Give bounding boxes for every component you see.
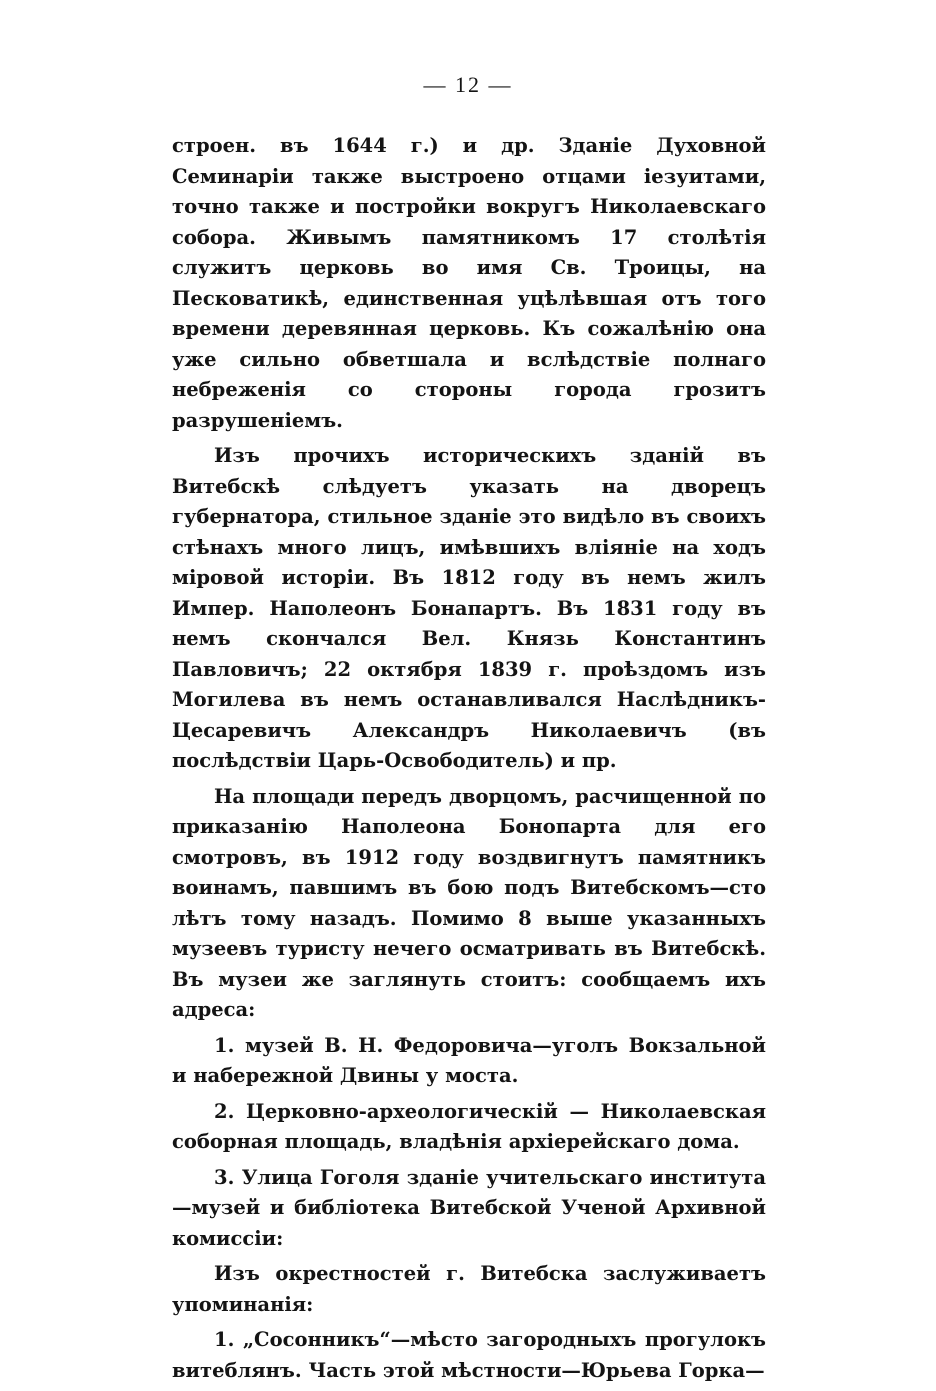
- list-item-museum-1: 1. музей В. Н. Федоровича—уголъ Вокзальной и набережной Двины у моста.: [172, 1033, 766, 1087]
- paragraph-historic-buildings: Изъ прочихъ историческихъ зданій въ Витебскѣ слѣдуетъ указать на дворецъ губернатора, стильное зданіе это видѣло въ своихъ стѣнахъ много лицъ, имѣвшихъ вліяніе на ходъ міровой исторіи. Въ 1812 году въ немъ жилъ Импер. Наполеонъ Бонапартъ. Въ 1831 году въ немъ скончался Вел. Князь Константинъ Павловичъ; 22 октября 1839 г. проѣздомъ изъ Могилева въ немъ останавливался Наслѣдникъ-Цесаревичъ Александръ Николаевичъ (въ послѣдствіи Царь-Освободитель) и пр.: [172, 444, 766, 772]
- list-item-museum-2: 2. Церковно-археологическій — Николаевская соборная площадь, владѣнія архіерейскаго дома.: [172, 1099, 766, 1153]
- paragraph-surroundings-intro: Изъ окрестностей г. Витебска заслуживаетъ упоминанія:: [172, 1262, 766, 1316]
- list-item-museum-3: 3. Улица Гоголя зданіе учительскаго института—музей и библіотека Витебской Ученой Архивной комиссіи:: [172, 1165, 766, 1250]
- paragraph-continued-text: строен. въ 1644 г.) и др. Зданіе Духовной Семинаріи также выстроено отцами іезуитами, точно также и постройки вокругъ Николаевскаго собора. Живымъ памятникомъ 17 столѣтія служитъ церковь во имя Св. Троицы, на Песковатикѣ, единственная уцѣлѣвшая отъ того времени деревянная церковь. Къ сожалѣнію она уже сильно обветшала и вслѣдствіе полнаго небреженія со стороны города грозитъ разрушеніемъ.: [172, 134, 766, 432]
- list-item-surroundings-1: 1. „Сосонникъ“—мѣсто загородныхъ прогулокъ витеблянъ. Часть этой мѣстности—Юрьева Горка—: [172, 1328, 766, 1382]
- page-number: — 12 —: [423, 72, 513, 97]
- page-text: [172, 131, 766, 1391]
- paragraph-square-monument: На площади передъ дворцомъ, расчищенной по приказанію Наполеона Бонопарта для его смотровъ, въ 1912 году воздвигнутъ памятникъ воинамъ, павшимъ въ бою подъ Витебскомъ—сто лѣтъ тому назадъ. Помимо 8 выше указанныхъ музеевъ туристу нечего осматривать въ Витебскѣ. Въ музеи же заглянуть стоитъ: сообщаемъ ихъ адреса:: [172, 784, 766, 1021]
